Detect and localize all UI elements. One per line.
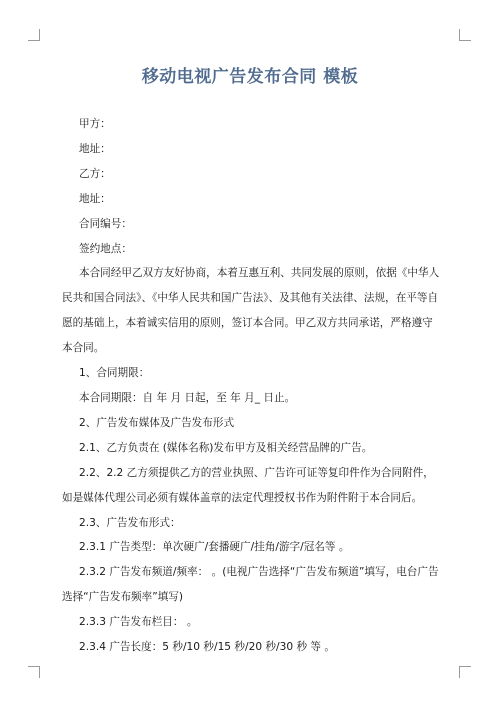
party-b-address-label: 地址： (79, 192, 111, 205)
clause-2-3-3: 2.3.3 广告发布栏目： 。 (79, 616, 198, 629)
party-a-address-label: 地址： (79, 142, 111, 155)
crop-mark-bottom-right (459, 666, 471, 678)
crop-mark-top-right (459, 29, 471, 41)
clause-2-3-1: 2.3.1 广告类型：单次硬广/套播硬广/挂角/游字/冠名等 。 (79, 541, 350, 554)
contract-number-label: 合同编号： (79, 217, 132, 230)
clause-2-3-2: 2.3.2 广告发布频道/频率： 。(电视广告选择“广告发布频道”填写，电台广告选择“广告发布频率”填写) (62, 566, 439, 604)
clause-2-3: 2.3、广告发布形式： (79, 516, 181, 529)
section-2-heading: 2、广告发布媒体及广告发布形式 (79, 416, 235, 429)
party-b-label: 乙方： (79, 167, 111, 180)
clause-2-2: 2.2、2.2 乙方须提供乙方的营业执照、广告许可证等复印件作为合同附件，如是媒体代理公司必须有媒体盖章的法定代理授权书作为附件附于本合同后。 (62, 466, 434, 504)
clause-2-1: 2.1、乙方负责在 (媒体名称)发布甲方及相关经营品牌的广告。 (79, 441, 373, 454)
crop-mark-top-left (28, 29, 40, 41)
clause-2-3-4: 2.3.4 广告长度：5 秒/10 秒/15 秒/20 秒/30 秒 等 。 (79, 641, 335, 654)
document-body (62, 112, 440, 660)
party-a-label: 甲方： (79, 118, 111, 130)
section-1-heading: 1、合同期限： (79, 367, 150, 380)
signing-place-label: 签约地点： (79, 242, 132, 255)
contract-term-paragraph: 本合同期限：自 年 月 日起，至 年 月_ 日止。 (79, 391, 296, 404)
crop-mark-bottom-left (28, 666, 40, 678)
preamble-paragraph: 本合同经甲乙双方友好协商，本着互惠互利、共同发展的原则，依据《中华人民共和国合同法》、《中华人民共和国广告法》、及其他有关法律、法规，在平等自愿的基础上，本着诚实信用的原则，签订本合同。甲乙双方共同承诺，严格遵守本合同。 (62, 267, 440, 355)
document-title: 移动电视广告发布合同 模板 (141, 67, 359, 87)
